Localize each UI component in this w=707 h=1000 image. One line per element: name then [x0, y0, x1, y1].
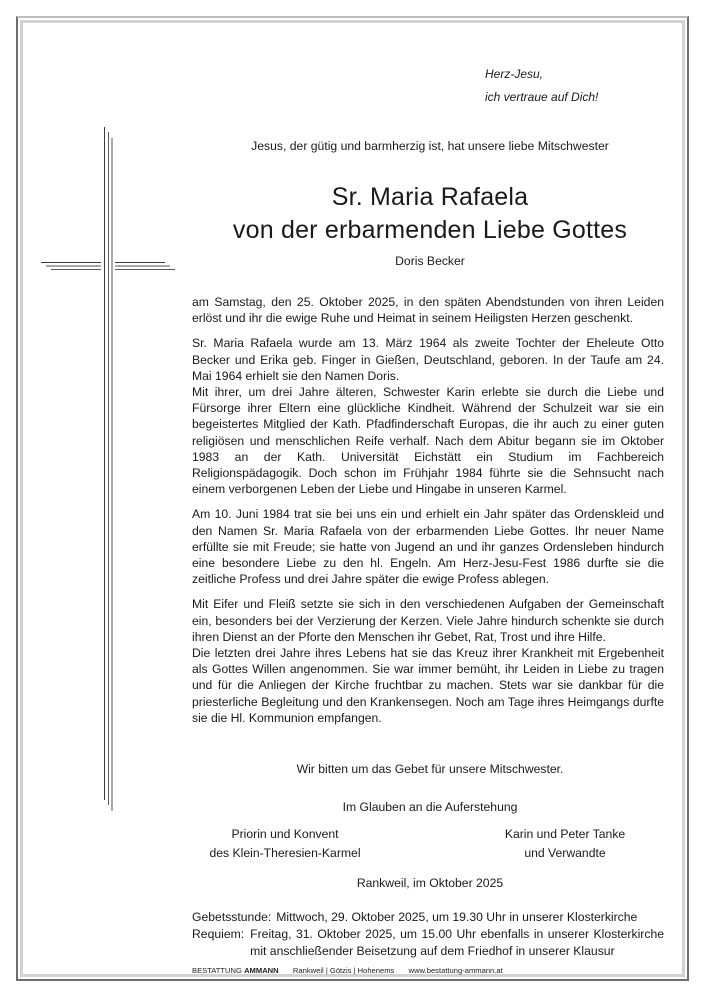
- cross-horizontal-mid-right: [115, 269, 175, 270]
- cross-horizontal-mid-left: [51, 269, 101, 270]
- signatory-left-line-1: Priorin und Konvent: [231, 827, 339, 841]
- paragraph-text: Am 10. Juni 1984 trat sie bei uns ein und erhielt ein Jahr später das Ordenskleid und den Namen Sr. Maria Rafaela von der erbarmenden Liebe Gottes. Ihr neuer Name erfüllte sie mit Freude; sie hatte von Jugend an und ihr ganzes Ordensleben hindurch eine besondere Liebe zu den hl. Engeln. Am Herz-Jesu-Fest 1986 durfte sie die zeitliche Profess und drei Jahre später die ewige Profess ablegen.: [192, 507, 664, 587]
- event-label: Requiem:: [192, 927, 245, 941]
- paragraph: [192, 294, 664, 326]
- prayer-request: Wir bitten um das Gebet für unsere Mitschwester.: [296, 762, 564, 776]
- paragraph-text: Die letzten drei Jahre ihres Lebens hat sie das Kreuz ihrer Krankheit mit Ergebenheit als Gottes Willen angenommen. Sie war immer bemüht, ihr Leiden in Liebe zu tragen und für die Anliegen der Kirche fruchtbar zu machen. Stets war sie dankbar für die priesterliche Begleitung und den Krankensegen. Noch am Tage ihres Heimgangs durfte sie die Hl. Kommunion empfangen.: [192, 646, 664, 725]
- events: [192, 909, 664, 960]
- company-prefix: BESTATTUNG: [192, 966, 242, 975]
- motto: [485, 63, 598, 109]
- cross-vertical-light: [111, 138, 113, 811]
- event-row: [192, 909, 664, 926]
- event-label: Gebetsstunde:: [192, 910, 272, 924]
- event-text: Freitag, 31. Oktober 2025, um 15.00 Uhr ebenfalls in unserer Klosterkirche mit anschließender Beisetzung auf dem Friedhof in unserer Klausur: [250, 927, 664, 958]
- deceased-name: Sr. Maria Rafaela: [331, 183, 529, 211]
- obituary-body: [192, 294, 664, 735]
- cross-horizontal-dark-right: [115, 262, 165, 263]
- religious-title: von der erbarmenden Liebe Gottes: [232, 216, 628, 244]
- paragraph-text: Sr. Maria Rafaela wurde am 13. März 1964 als zweite Tochter der Eheleute Otto Becker und Erika geb. Finger in Gießen, Deutschland, geboren. In der Taufe am 24. Mai 1964 erhielt sie den Namen Doris.: [192, 336, 664, 383]
- faith-line: Im Glauben an die Auferstehung: [342, 800, 518, 814]
- motto-line-1: Herz-Jesu,: [485, 67, 544, 81]
- signatory-right-line-1: Karin und Peter Tanke: [504, 827, 626, 841]
- signatory-left-line-2: des Klein-Theresien-Karmel: [209, 846, 361, 860]
- paragraph: [192, 596, 664, 726]
- cross-horizontal-light-right: [115, 265, 170, 267]
- civil-name: Doris Becker: [395, 254, 465, 268]
- signatory-right-line-2: und Verwandte: [524, 846, 606, 860]
- company-locations: Rankweil | Götzis | Hohenems: [292, 966, 395, 975]
- paragraph-text: Mit Eifer und Fleiß setzte sie sich in den verschiedenen Aufgaben der Gemeinschaft ein, besonders bei der Verzierung der Kerzen. Viele Jahre hindurch schenkte sie durch ihren Dienst an der Pforte den Menschen ihr Gebet, Rat, Trost und ihre Hilfe.: [192, 597, 664, 644]
- motto-line-2: ich vertraue auf Dich!: [485, 90, 599, 104]
- place-date: Rankweil, im Oktober 2025: [356, 876, 504, 890]
- event-row: [192, 926, 664, 960]
- funeral-home-footer: [192, 966, 503, 975]
- paragraph: [192, 506, 664, 587]
- cross-vertical-mid: [108, 132, 109, 805]
- cross-horizontal-dark-left: [41, 262, 101, 263]
- event-text: Mittwoch, 29. Oktober 2025, um 19.30 Uhr in unserer Klosterkirche: [276, 910, 638, 924]
- paragraph: [192, 335, 664, 497]
- paragraph-text: Mit ihrer, um drei Jahre älteren, Schwester Karin erlebte sie durch die Liebe und Fürsorge ihrer Eltern eine glückliche Kindheit. Während der Schulzeit war sie ein begeistertes Mitglied der Kath. Pfadfinderschaft Europas, die ihr auch zu einer guten religiösen und menschlichen Reife verhalf. Nach dem Abitur begann sie im Oktober 1983 an der Kath. Universität Eichstätt ein Studium im Fachbereich Religionspädagogik. Doch schon im Frühjahr 1984 führte sie die Sehnsucht nach einem verborgenen Leben der Liebe und Hingabe in unseren Karmel.: [192, 385, 664, 497]
- signatory-right: [490, 825, 640, 863]
- company-name: AMMANN: [244, 966, 279, 975]
- signatory-left: [195, 825, 375, 863]
- intro-text: Jesus, der gütig und barmherzig ist, hat unsere liebe Mitschwester: [251, 139, 609, 153]
- cross-horizontal-light-left: [46, 265, 101, 267]
- paragraph-text: am Samstag, den 25. Oktober 2025, in den späten Abendstunden von ihren Leiden erlöst und ihr die ewige Ruhe und Heimat in seinem Heiligsten Herzen geschenkt.: [192, 295, 664, 326]
- company-website[interactable]: www.bestattung-ammann.at: [408, 966, 503, 975]
- cross-vertical-dark: [104, 127, 105, 800]
